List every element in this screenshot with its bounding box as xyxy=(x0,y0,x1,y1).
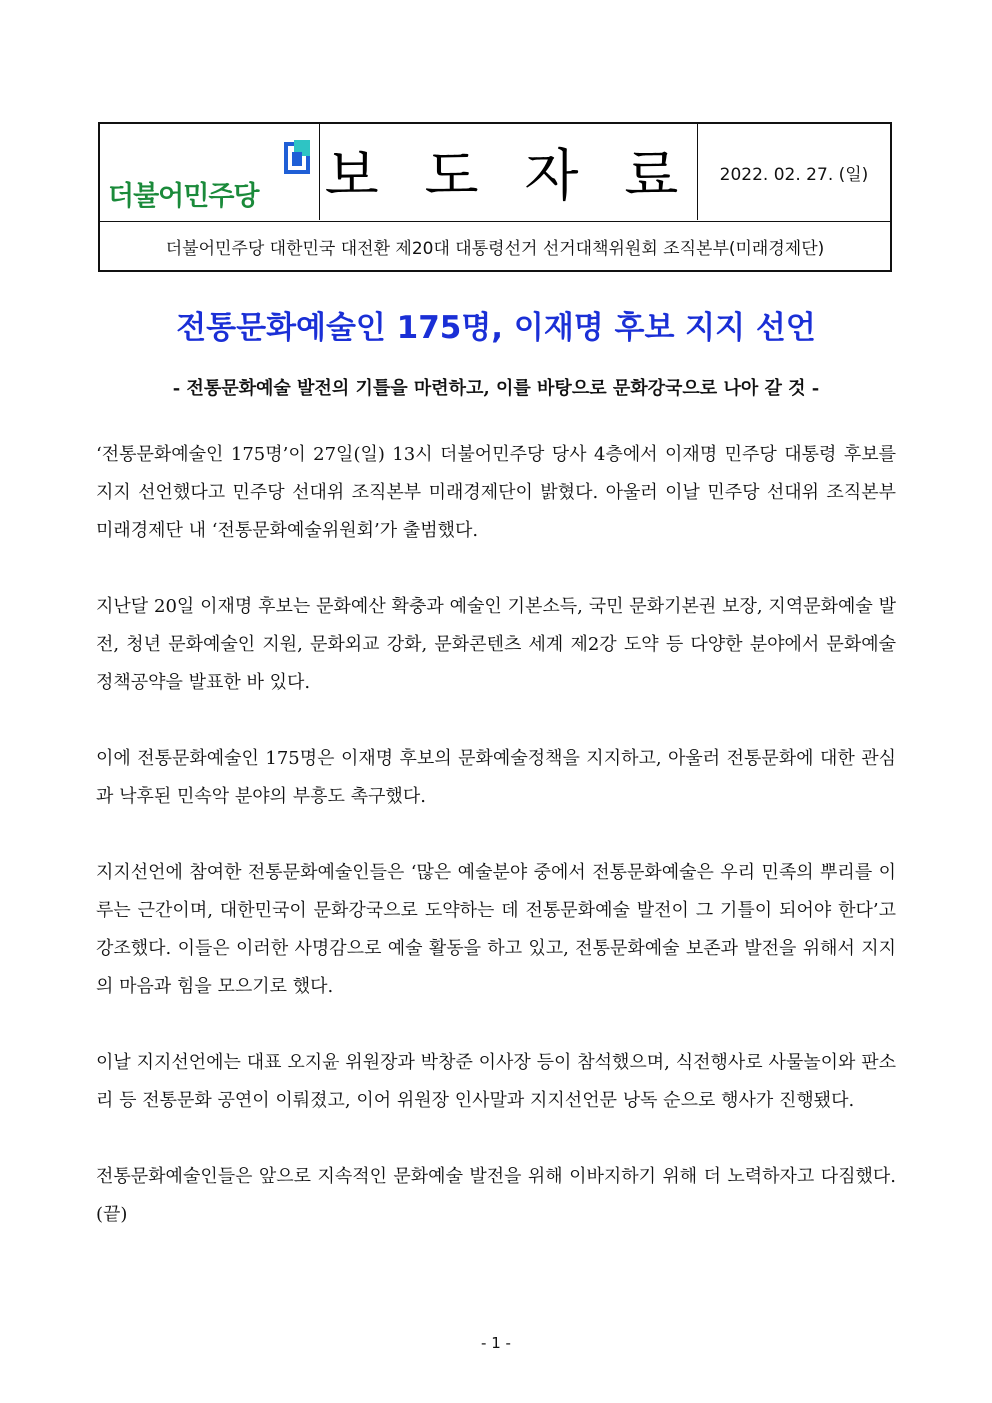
paragraph: 이날 지지선언에는 대표 오지윤 위원장과 박창준 이사장 등이 참석했으며, 식전행사로 사물놀이와 판소리 등 전통문화 공연이 이뤄졌고, 이어 위원장 인사말과 지지선언문 낭독 순으로 행사가 진행됐다. xyxy=(96,1052,896,1111)
press-release-title: 보 도 자 료 xyxy=(324,144,693,209)
press-header-box xyxy=(98,122,892,272)
article-body xyxy=(96,436,896,1272)
paragraph: ‘전통문화예술인 175명’이 27일(일) 13시 더불어민주당 당사 4층에서 이재명 민주당 대통령 후보를 지지 선언했다고 민주당 선대위 조직본부 미래경제단이 밝혔다. 아울러 이날 민주당 선대위 조직본부 미래경제단 내 ‘전통문화예술위원회’가 출범했다. xyxy=(96,444,896,541)
paragraph: 전통문화예술인들은 앞으로 지속적인 문화예술 발전을 위해 이바지하기 위해 더 노력하자고 다짐했다. (끝) xyxy=(96,1166,896,1225)
release-date: 2022. 02. 27. (일) xyxy=(719,164,869,185)
paragraph: 이에 전통문화예술인 175명은 이재명 후보의 문화예술정책을 지지하고, 아울러 전통문화에 대한 관심과 낙후된 민속악 분야의 부흥도 촉구했다. xyxy=(96,748,896,807)
paragraph: 지난달 20일 이재명 후보는 문화예산 확충과 예술인 기본소득, 국민 문화기본권 보장, 지역문화예술 발전, 청년 문화예술인 지원, 문화외교 강화, 문화콘텐츠 세계 제2강 도약 등 다양한 분야에서 문화예술 정책공약을 발표한 바 있다. xyxy=(96,596,896,693)
organization-line: 더불어민주당 대한민국 대전환 제20대 대통령선거 선거대책위원회 조직본부(미래경제단) xyxy=(165,238,825,259)
party-logo-text: 더불어민주당 xyxy=(108,181,259,212)
subheadline: - 전통문화예술 발전의 기틀을 마련하고, 이를 바탕으로 문화강국으로 나아 갈 것 - xyxy=(172,378,820,399)
party-logo xyxy=(100,124,320,220)
party-flag-icon xyxy=(284,140,312,174)
paragraph: 지지선언에 참여한 전통문화예술인들은 ‘많은 예술분야 중에서 전통문화예술은 우리 민족의 뿌리를 이루는 근간이며, 대한민국이 문화강국으로 도약하는 데 전통문화예술 발전이 그 기틀이 되어야 한다’고 강조했다. 이들은 이러한 사명감으로 예술 활동을 하고 있고, 전통문화예술 보존과 발전을 위해서 지지의 마음과 힘을 모으기로 했다. xyxy=(96,862,896,997)
header-top-row xyxy=(100,124,890,222)
headline: 전통문화예술인 175명, 이재명 후보 지지 선언 xyxy=(176,310,816,346)
press-release-title-cell xyxy=(320,124,698,220)
page-number: - 1 - xyxy=(481,1334,511,1352)
